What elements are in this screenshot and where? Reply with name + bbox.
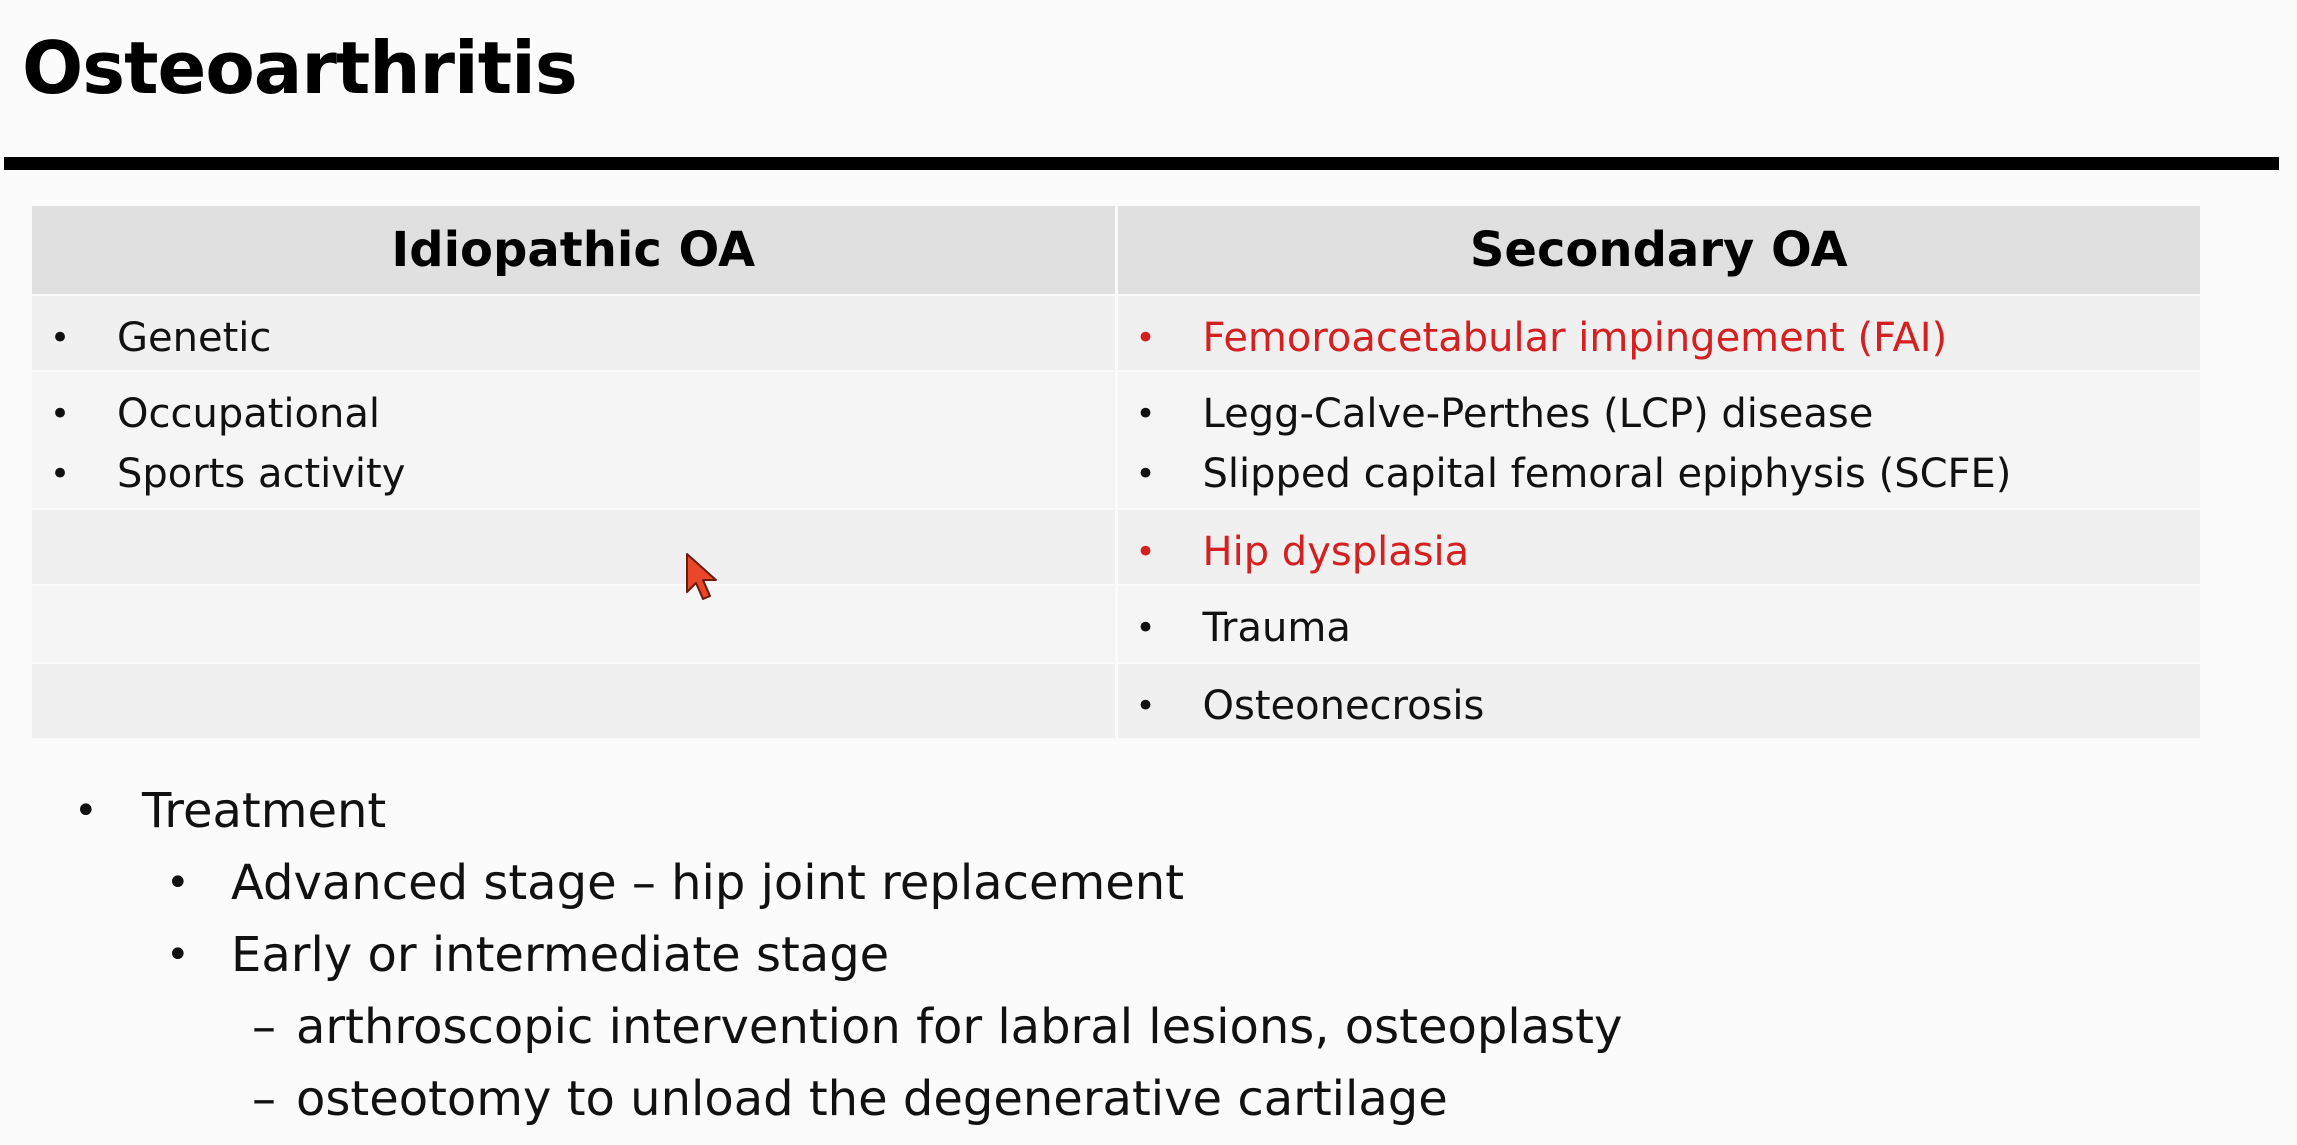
list-item <box>32 308 1115 368</box>
bullet-icon: • <box>74 788 98 834</box>
secondary-cell <box>1116 585 2200 663</box>
list-item <box>1118 384 2201 444</box>
bullet-icon: • <box>1135 608 1156 648</box>
list-item-label: Occupational <box>117 391 380 437</box>
idiopathic-cell <box>32 663 1116 738</box>
list-item-label: Sports activity <box>117 451 406 497</box>
secondary-cell <box>1116 295 2200 371</box>
treatment-early-subitem-text: arthroscopic intervention for labral lesions, osteoplasty <box>296 999 1623 1055</box>
bullet-icon: • <box>166 932 190 978</box>
bullet-icon: • <box>50 394 71 434</box>
idiopathic-cell <box>32 509 1116 585</box>
dash-bullet-icon: – <box>252 999 276 1055</box>
idiopathic-cell <box>32 371 1116 509</box>
mouse-pointer-icon <box>684 552 720 602</box>
bullet-icon: • <box>1135 454 1156 494</box>
list-item <box>1118 676 2201 736</box>
bullet-icon: • <box>50 318 71 358</box>
table-row <box>32 663 2200 738</box>
header-secondary-oa: Secondary OA <box>1116 206 2200 295</box>
list-item-label: Legg-Calve-Perthes (LCP) disease <box>1202 391 1874 437</box>
treatment-heading-item <box>70 775 2220 847</box>
list-item-label: Hip dysplasia <box>1202 529 1470 575</box>
bullet-icon: • <box>50 454 71 494</box>
bullet-icon: • <box>1135 394 1156 434</box>
list-item-label: Slipped capital femoral epiphysis (SCFE) <box>1202 451 2012 497</box>
table-row <box>32 295 2200 371</box>
treatment-early: Early or intermediate stage <box>231 927 890 983</box>
list-item-label: Femoroacetabular impingement (FAI) <box>1202 315 1948 361</box>
table-row <box>32 585 2200 663</box>
slide-title: Osteoarthritis <box>22 26 577 110</box>
list-item <box>1118 444 2201 504</box>
list-item <box>1118 522 2201 582</box>
bullet-icon: • <box>1135 686 1156 726</box>
bullet-icon: • <box>166 860 190 906</box>
table-row <box>32 509 2200 585</box>
treatment-advanced-item <box>70 847 2220 919</box>
secondary-cell <box>1116 371 2200 509</box>
list-item <box>1118 598 2201 658</box>
treatment-early-subitem-text: osteotomy to unload the degenerative cartilage <box>296 1071 1448 1127</box>
oa-comparison-table <box>32 206 2200 738</box>
list-item-label: Osteonecrosis <box>1202 683 1485 729</box>
header-idiopathic-oa: Idiopathic OA <box>32 206 1116 295</box>
title-underline <box>4 157 2279 170</box>
list-item <box>1118 308 2201 368</box>
treatment-early-subitem <box>70 1063 2220 1135</box>
treatment-advanced: Advanced stage – hip joint replacement <box>231 855 1185 911</box>
treatment-early-subitem <box>70 991 2220 1063</box>
dash-bullet-icon: – <box>252 1071 276 1127</box>
secondary-cell <box>1116 663 2200 738</box>
secondary-cell <box>1116 509 2200 585</box>
idiopathic-cell <box>32 585 1116 663</box>
bullet-icon: • <box>1135 318 1156 358</box>
treatment-heading: Treatment <box>142 783 387 839</box>
table-header-row <box>32 206 2200 295</box>
list-item <box>32 444 1115 504</box>
bullet-icon: • <box>1135 532 1156 572</box>
treatment-section <box>70 775 2220 1135</box>
list-item-label: Trauma <box>1202 605 1351 651</box>
treatment-early-item <box>70 919 2220 991</box>
idiopathic-cell <box>32 295 1116 371</box>
list-item <box>32 384 1115 444</box>
table-row <box>32 371 2200 509</box>
list-item-label: Genetic <box>117 315 272 361</box>
